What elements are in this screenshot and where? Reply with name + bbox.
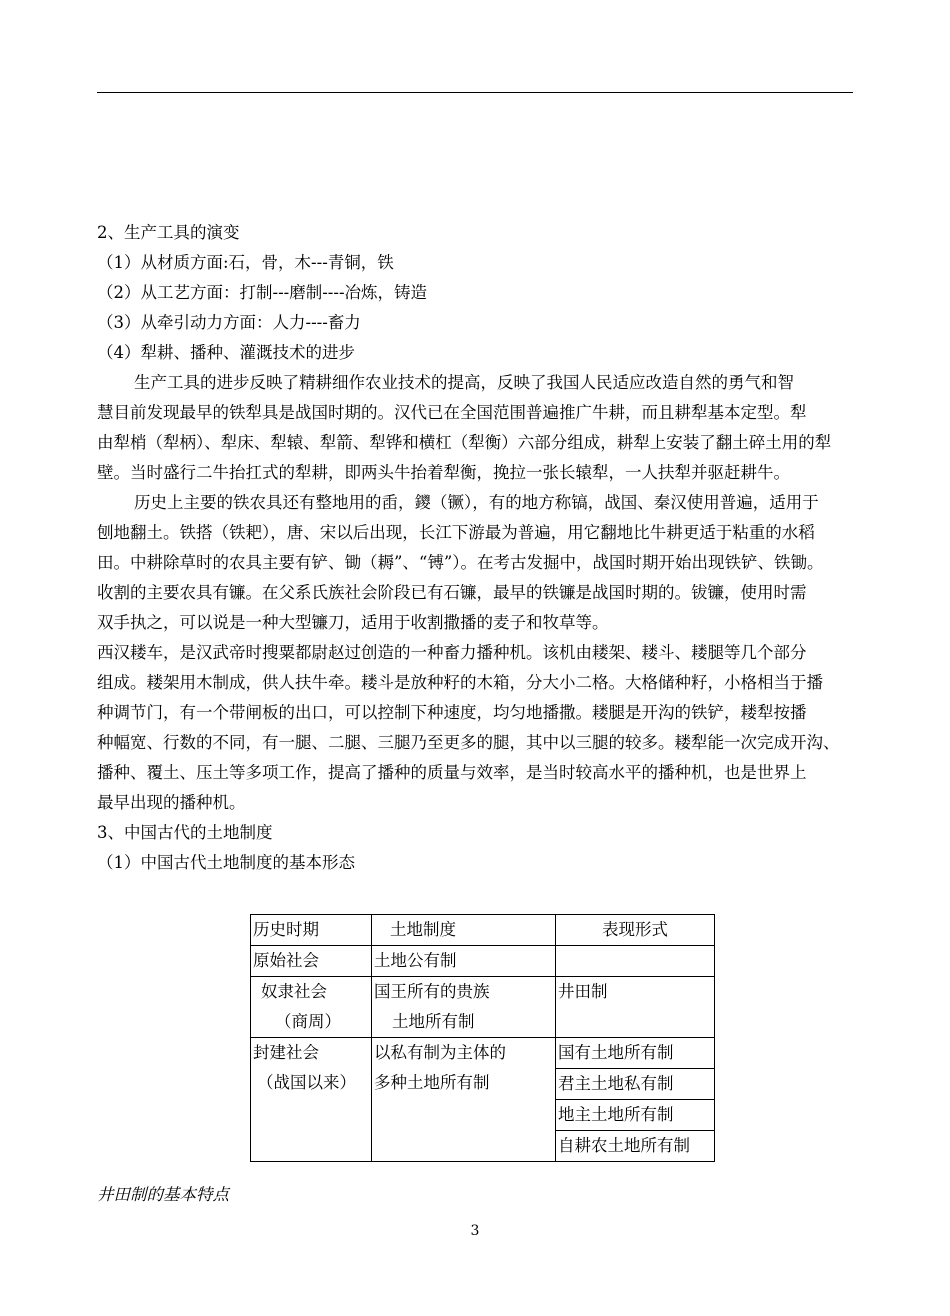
page-number: 3 <box>470 1223 480 1239</box>
section-3-subtitle: （1）中国古代土地制度的基本形态 <box>97 853 355 872</box>
paragraph-line: 最早出现的播种机。 <box>97 793 246 812</box>
paragraph-line: 壁。当时盛行二牛抬扛式的犁耕，即两头牛抬着犁衡，挽拉一张长辕犁，一人扶犁并驱赶耕牛。 <box>97 463 790 482</box>
section-3-title: 3、中国古代的土地制度 <box>97 823 273 842</box>
list-item: （3）从牵引动力方面：人力----畜力 <box>97 313 361 332</box>
table-cell: 原始社会 <box>251 946 372 977</box>
cell-line: 多种土地所有制 <box>374 1073 490 1092</box>
paragraph-line: 刨地翻土。铁搭（铁耙），唐、宋以后出现，长江下游最为普遍，用它翻地比牛耕更适于粘重的水稻 <box>97 523 815 542</box>
list-item: （2）从工艺方面：打制---磨制----冶炼，铸造 <box>97 283 428 302</box>
section-2-title: 2、生产工具的演变 <box>97 223 240 242</box>
table-cell: 地主土地所有制 <box>556 1100 715 1131</box>
list-item: （1）从材质方面:石，骨，木---青铜，铁 <box>97 253 394 272</box>
note-heading: 井田制的基本特点 <box>97 1185 229 1204</box>
paragraph-line: 西汉耧车，是汉武帝时搜粟都尉赵过创造的一种畜力播种机。该机由耧架、耧斗、耧腿等几个部分 <box>97 643 807 662</box>
table-cell: 土地公有制 <box>372 946 556 977</box>
paragraph-line: 组成。耧架用木制成，供人扶牛牵。耧斗是放种籽的木箱，分大小二格。大格储种籽，小格相当于播 <box>97 673 823 692</box>
paragraph-line: 种幅宽、行数的不同，有一腿、二腿、三腿乃至更多的腿，其中以三腿的较多。耧犁能一次完成开沟、 <box>97 733 840 752</box>
paragraph-line: 慧目前发现最早的铁犁具是战国时期的。汉代已在全国范围普遍推广牛耕，而且耕犁基本定型。犁 <box>97 403 807 422</box>
paragraph-line: 双手执之，可以说是一种大型镰刀，适用于收割撒播的麦子和牧草等。 <box>97 613 609 632</box>
list-item: （4）犁耕、播种、灌溉技术的进步 <box>97 343 355 362</box>
table-header-cell: 土地制度 <box>372 915 556 946</box>
table-cell <box>251 1038 372 1162</box>
table-header-cell: 表现形式 <box>556 915 715 946</box>
table-cell: 自耕农土地所有制 <box>556 1131 715 1162</box>
paragraph-line: 历史上主要的铁农具还有整地用的臿，鑁（镢），有的地方称镐，战国、秦汉使用普遍，适用于 <box>134 493 819 512</box>
table-cell <box>372 1038 556 1162</box>
paragraph-line: 生产工具的进步反映了精耕细作农业技术的提高，反映了我国人民适应改造自然的勇气和智 <box>134 373 794 392</box>
cell-line: 国王所有的贵族 <box>374 982 490 1001</box>
cell-line: 土地所有制 <box>392 1012 475 1031</box>
cell-line: （商周） <box>275 1012 341 1031</box>
document-body <box>97 218 867 878</box>
paragraph-line: 田。中耕除草时的农具主要有铲、锄（耨”、“镈”）。在考古发掘中，战国时期开始出现铁铲、铁锄。 <box>97 553 824 572</box>
paragraph-line: 播种、覆土、压土等多项工作，提高了播种的质量与效率，是当时较高水平的播种机，也是世界上 <box>97 763 807 782</box>
table-cell: 国有土地所有制 <box>556 1038 715 1069</box>
cell-line: （战国以来） <box>257 1073 356 1092</box>
land-system-table <box>250 914 715 1162</box>
paragraph-line: 种调节门，有一个带闸板的出口，可以控制下种速度，均匀地播撒。耧腿是开沟的铁铲，耧犁按播 <box>97 703 807 722</box>
paragraph-line: 由犁梢（犁柄）、犁床、犁辕、犁箭、犁铧和横杠（犁衡）六部分组成，耕犁上安装了翻土碎土用的犁 <box>97 433 832 452</box>
cell-line: 封建社会 <box>253 1043 319 1062</box>
table-row <box>251 1038 715 1069</box>
table-cell: 君主土地私有制 <box>556 1069 715 1100</box>
table-cell <box>251 977 372 1038</box>
header-rule <box>97 92 853 93</box>
cell-line: 以私有制为主体的 <box>374 1043 506 1062</box>
table-cell <box>372 977 556 1038</box>
paragraph-line: 收割的主要农具有镰。在父系氏族社会阶段已有石镰，最早的铁镰是战国时期的。钹镰，使用时需 <box>97 583 807 602</box>
cell-line: 奴隶社会 <box>261 982 327 1001</box>
table-cell <box>556 946 715 977</box>
table-row <box>251 946 715 977</box>
table-cell: 井田制 <box>556 977 715 1038</box>
table-row <box>251 977 715 1038</box>
table-header-cell: 历史时期 <box>251 915 372 946</box>
table-header-row <box>251 915 715 946</box>
